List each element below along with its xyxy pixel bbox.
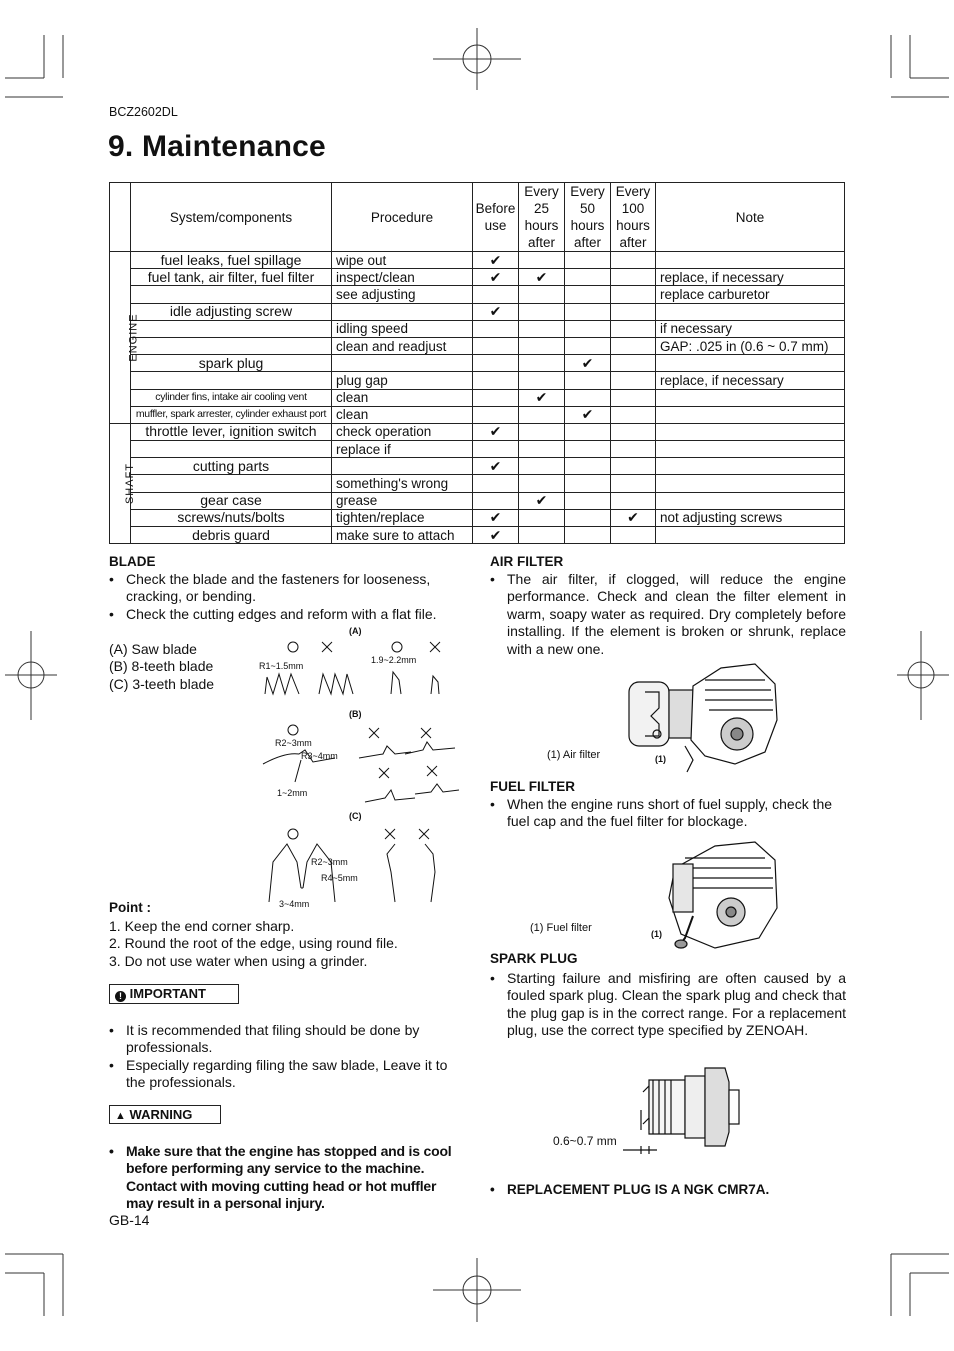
procedure-cell: check operation	[332, 423, 473, 440]
air-filter-bullet: • The air filter, if clogged, will reduce the engine performance. Check and clean the filter element in warm, soapy water as required. Dry completely before installing. If the element is broken or shrunk, replace with a new one.	[490, 571, 846, 658]
air-filter-caption: (1) Air filter	[547, 749, 601, 761]
check-cell: ✔	[565, 406, 611, 423]
procedure-cell: something's wrong	[332, 475, 473, 492]
check-cell	[131, 441, 332, 458]
note-cell: GAP: .025 in (0.6 ~ 0.7 mm)	[656, 337, 845, 354]
table-row	[110, 509, 845, 526]
procedure-cell: plug gap	[332, 372, 473, 389]
check-cell	[473, 320, 519, 337]
check-cell	[519, 372, 565, 389]
note-cell: replace, if necessary	[656, 269, 845, 286]
check-cell: ✔	[565, 355, 611, 372]
blade-bullet: • Check the cutting edges and reform with a flat file.	[109, 606, 459, 623]
header-cell: Every 50 hours after	[565, 183, 611, 252]
check-cell	[611, 527, 656, 544]
check-cell	[611, 441, 656, 458]
header-cell: System/components	[131, 183, 332, 252]
check-cell	[473, 355, 519, 372]
check-cell: gear case	[131, 492, 332, 509]
air-filter-callout: (1)	[655, 754, 666, 764]
check-cell	[519, 441, 565, 458]
check-cell	[519, 252, 565, 269]
air-filter-text	[490, 571, 846, 658]
check-cell	[519, 406, 565, 423]
check-cell	[611, 269, 656, 286]
procedure-cell	[332, 458, 473, 475]
check-cell: muffler, spark arrester, cylinder exhaust port	[131, 406, 332, 423]
spark-gap-label: 0.6~0.7 mm	[553, 1134, 617, 1148]
point-item: 2. Round the root of the edge, using round file.	[109, 935, 398, 952]
point-item: 1. Keep the end corner sharp.	[109, 918, 295, 934]
note-cell	[656, 475, 845, 492]
check-cell	[473, 337, 519, 354]
engine-section-label	[110, 252, 140, 424]
procedure-cell: tighten/replace	[332, 509, 473, 526]
table-row	[110, 423, 845, 440]
important-label: IMPORTANT	[129, 986, 206, 1001]
header-cell: Procedure	[332, 183, 473, 252]
fig-dim: 1~2mm	[277, 788, 308, 798]
check-cell	[565, 320, 611, 337]
check-cell: throttle lever, ignition switch	[131, 423, 332, 440]
check-cell	[565, 458, 611, 475]
note-cell: not adjusting screws	[656, 509, 845, 526]
check-cell	[565, 509, 611, 526]
check-cell	[611, 372, 656, 389]
check-cell	[473, 406, 519, 423]
check-cell	[565, 337, 611, 354]
procedure-cell	[332, 355, 473, 372]
warning-text	[109, 1143, 465, 1213]
table-row	[110, 337, 845, 354]
note-cell	[656, 423, 845, 440]
table-row	[110, 320, 845, 337]
table-row	[110, 286, 845, 303]
check-cell: ✔	[473, 509, 519, 526]
header-cell: Every 100 hours after	[611, 183, 656, 252]
spark-plug-heading: SPARK PLUG	[490, 951, 578, 966]
check-cell	[519, 355, 565, 372]
blade-diagram	[255, 622, 475, 912]
check-cell	[611, 286, 656, 303]
table-row	[110, 406, 845, 423]
table-header-row	[110, 183, 845, 252]
note-cell	[656, 527, 845, 544]
check-cell	[565, 389, 611, 406]
check-cell: ✔	[473, 269, 519, 286]
blade-bullets	[109, 571, 459, 623]
note-cell	[656, 252, 845, 269]
check-cell	[519, 286, 565, 303]
check-cell	[519, 423, 565, 440]
check-cell	[519, 475, 565, 492]
maintenance-table	[109, 182, 845, 544]
note-cell	[656, 492, 845, 509]
fig-dim: R1~1.5mm	[259, 661, 304, 671]
check-cell: screws/nuts/bolts	[131, 509, 332, 526]
check-cell: ✔	[519, 389, 565, 406]
check-cell	[611, 389, 656, 406]
section-label-text: ENGINE	[127, 313, 140, 362]
air-filter-illustration	[625, 660, 785, 775]
table-row	[110, 492, 845, 509]
check-cell	[565, 252, 611, 269]
check-cell: ✔	[519, 269, 565, 286]
table-row	[110, 303, 845, 320]
note-cell: replace, if necessary	[656, 372, 845, 389]
check-cell	[611, 355, 656, 372]
spark-plug-text	[490, 970, 846, 1040]
check-cell: cylinder fins, intake air cooling vent	[131, 389, 332, 406]
check-cell	[611, 475, 656, 492]
check-cell	[565, 441, 611, 458]
page-title: 9. Maintenance	[108, 130, 326, 163]
warning-label: WARNING	[129, 1107, 193, 1122]
procedure-cell: clean and readjust	[332, 337, 473, 354]
check-cell: ✔	[519, 492, 565, 509]
check-cell: idle adjusting screw	[131, 303, 332, 320]
check-cell	[565, 269, 611, 286]
check-cell	[611, 423, 656, 440]
procedure-cell	[332, 303, 473, 320]
table-row	[110, 441, 845, 458]
procedure-cell: idling speed	[332, 320, 473, 337]
note-cell	[656, 389, 845, 406]
check-cell	[565, 475, 611, 492]
procedure-cell: clean	[332, 406, 473, 423]
fig-dim: 1.9~2.2mm	[371, 655, 417, 665]
check-cell: ✔	[473, 458, 519, 475]
fuel-filter-caption: (1) Fuel filter	[530, 922, 592, 934]
fig-label-a: (A)	[349, 626, 362, 636]
procedure-cell: wipe out	[332, 252, 473, 269]
check-cell	[565, 527, 611, 544]
note-cell	[656, 406, 845, 423]
procedure-cell: clean	[332, 389, 473, 406]
table-row	[110, 252, 845, 269]
table-row	[110, 475, 845, 492]
note-cell	[656, 458, 845, 475]
procedure-cell: see adjusting	[332, 286, 473, 303]
blade-type: (A) Saw blade	[109, 641, 197, 657]
procedure-cell: replace if	[332, 441, 473, 458]
table-row	[110, 458, 845, 475]
page-number: GB-14	[109, 1212, 150, 1228]
table-row	[110, 355, 845, 372]
check-cell: spark plug	[131, 355, 332, 372]
check-cell	[473, 492, 519, 509]
fuel-filter-heading: FUEL FILTER	[490, 779, 575, 794]
check-cell	[519, 337, 565, 354]
important-bullet: • Especially regarding filing the saw blade, Leave it to the professionals.	[109, 1057, 464, 1092]
fuel-filter-callout: (1)	[651, 929, 662, 939]
note-cell	[656, 303, 845, 320]
check-cell	[131, 337, 332, 354]
section-label-text: SHAFT	[124, 463, 137, 505]
procedure-cell: inspect/clean	[332, 269, 473, 286]
fig-dim: R4~5mm	[321, 873, 358, 883]
blade-bullet: • Check the blade and the fasteners for looseness, cracking, or bending.	[109, 571, 459, 606]
check-cell: ✔	[611, 509, 656, 526]
model-number: BCZ2602DL	[109, 105, 178, 119]
check-cell	[131, 372, 332, 389]
important-bullets	[109, 1022, 464, 1092]
header-blank	[110, 183, 131, 252]
check-cell: ✔	[473, 527, 519, 544]
fuel-filter-illustration	[655, 838, 785, 953]
check-cell	[611, 406, 656, 423]
blade-heading: BLADE	[109, 554, 156, 569]
note-cell	[656, 355, 845, 372]
check-cell	[519, 509, 565, 526]
header-cell: Every 25 hours after	[519, 183, 565, 252]
note-cell: if necessary	[656, 320, 845, 337]
check-cell	[611, 303, 656, 320]
check-cell	[565, 423, 611, 440]
fig-dim: R3~4mm	[301, 751, 338, 761]
fig-dim: R2~3mm	[275, 738, 312, 748]
check-cell	[611, 458, 656, 475]
check-cell: ✔	[473, 423, 519, 440]
note-cell: replace carburetor	[656, 286, 845, 303]
check-cell: fuel tank, air filter, fuel filter	[131, 269, 332, 286]
check-cell: cutting parts	[131, 458, 332, 475]
blade-type: (B) 8-teeth blade	[109, 658, 214, 675]
note-cell	[656, 441, 845, 458]
table-row	[110, 527, 845, 544]
warning-bullet: • Make sure that the engine has stopped and is cool before performing any service to the machine. Contact with moving cutting head or hot muffler may result in a personal injury.	[109, 1143, 465, 1213]
fuel-filter-text	[490, 796, 846, 831]
fig-label-b: (B)	[349, 709, 362, 719]
check-cell: ✔	[473, 303, 519, 320]
replacement-plug-note	[490, 1181, 769, 1198]
check-cell	[473, 441, 519, 458]
check-cell	[565, 286, 611, 303]
check-cell	[519, 303, 565, 320]
point-list	[109, 918, 398, 970]
spark-plug-illustration	[635, 1060, 745, 1160]
check-cell	[519, 320, 565, 337]
check-cell	[473, 372, 519, 389]
replacement-bullet: • REPLACEMENT PLUG IS A NGK CMR7A.	[490, 1181, 769, 1198]
point-heading: Point :	[109, 900, 151, 915]
header-cell: Note	[656, 183, 845, 252]
point-item: 3. Do not use water when using a grinder.	[109, 952, 368, 969]
check-cell	[473, 475, 519, 492]
table-row	[110, 372, 845, 389]
check-cell	[565, 492, 611, 509]
check-cell	[611, 252, 656, 269]
important-icon: !	[115, 991, 126, 1002]
check-cell	[131, 475, 332, 492]
check-cell	[519, 527, 565, 544]
air-filter-heading: AIR FILTER	[490, 554, 564, 569]
fig-dim: 3~4mm	[279, 899, 310, 909]
check-cell	[131, 320, 332, 337]
spark-plug-bullet: • Starting failure and misfiring are often caused by a fouled spark plug. Clean the spark plug and check that the plug gap is in the correct range. For a replacement plug, use the correct type specified by ZENOAH.	[490, 970, 846, 1040]
fuel-filter-bullet: • When the engine runs short of fuel supply, check the fuel cap and the fuel filter for blockage.	[490, 796, 846, 831]
check-cell	[565, 303, 611, 320]
check-cell: debris guard	[131, 527, 332, 544]
check-cell	[131, 286, 332, 303]
blade-type: (C) 3-teeth blade	[109, 675, 215, 692]
check-cell	[565, 372, 611, 389]
check-cell	[611, 320, 656, 337]
fig-label-c: (C)	[349, 811, 362, 821]
blade-types	[109, 641, 214, 693]
check-cell	[611, 492, 656, 509]
shaft-section-label	[110, 423, 137, 543]
check-cell	[519, 458, 565, 475]
warning-box	[109, 1105, 221, 1124]
warning-icon: ▲	[115, 1110, 126, 1122]
procedure-cell: grease	[332, 492, 473, 509]
procedure-cell: make sure to attach	[332, 527, 473, 544]
table-row	[110, 269, 845, 286]
fig-dim: R2~3mm	[311, 857, 348, 867]
check-cell	[611, 337, 656, 354]
check-cell	[473, 286, 519, 303]
important-box	[109, 984, 239, 1004]
table-row	[110, 389, 845, 406]
check-cell: fuel leaks, fuel spillage	[131, 252, 332, 269]
check-cell: ✔	[473, 252, 519, 269]
check-cell	[473, 389, 519, 406]
important-bullet: • It is recommended that filing should be done by professionals.	[109, 1022, 464, 1057]
header-cell: Before use	[473, 183, 519, 252]
